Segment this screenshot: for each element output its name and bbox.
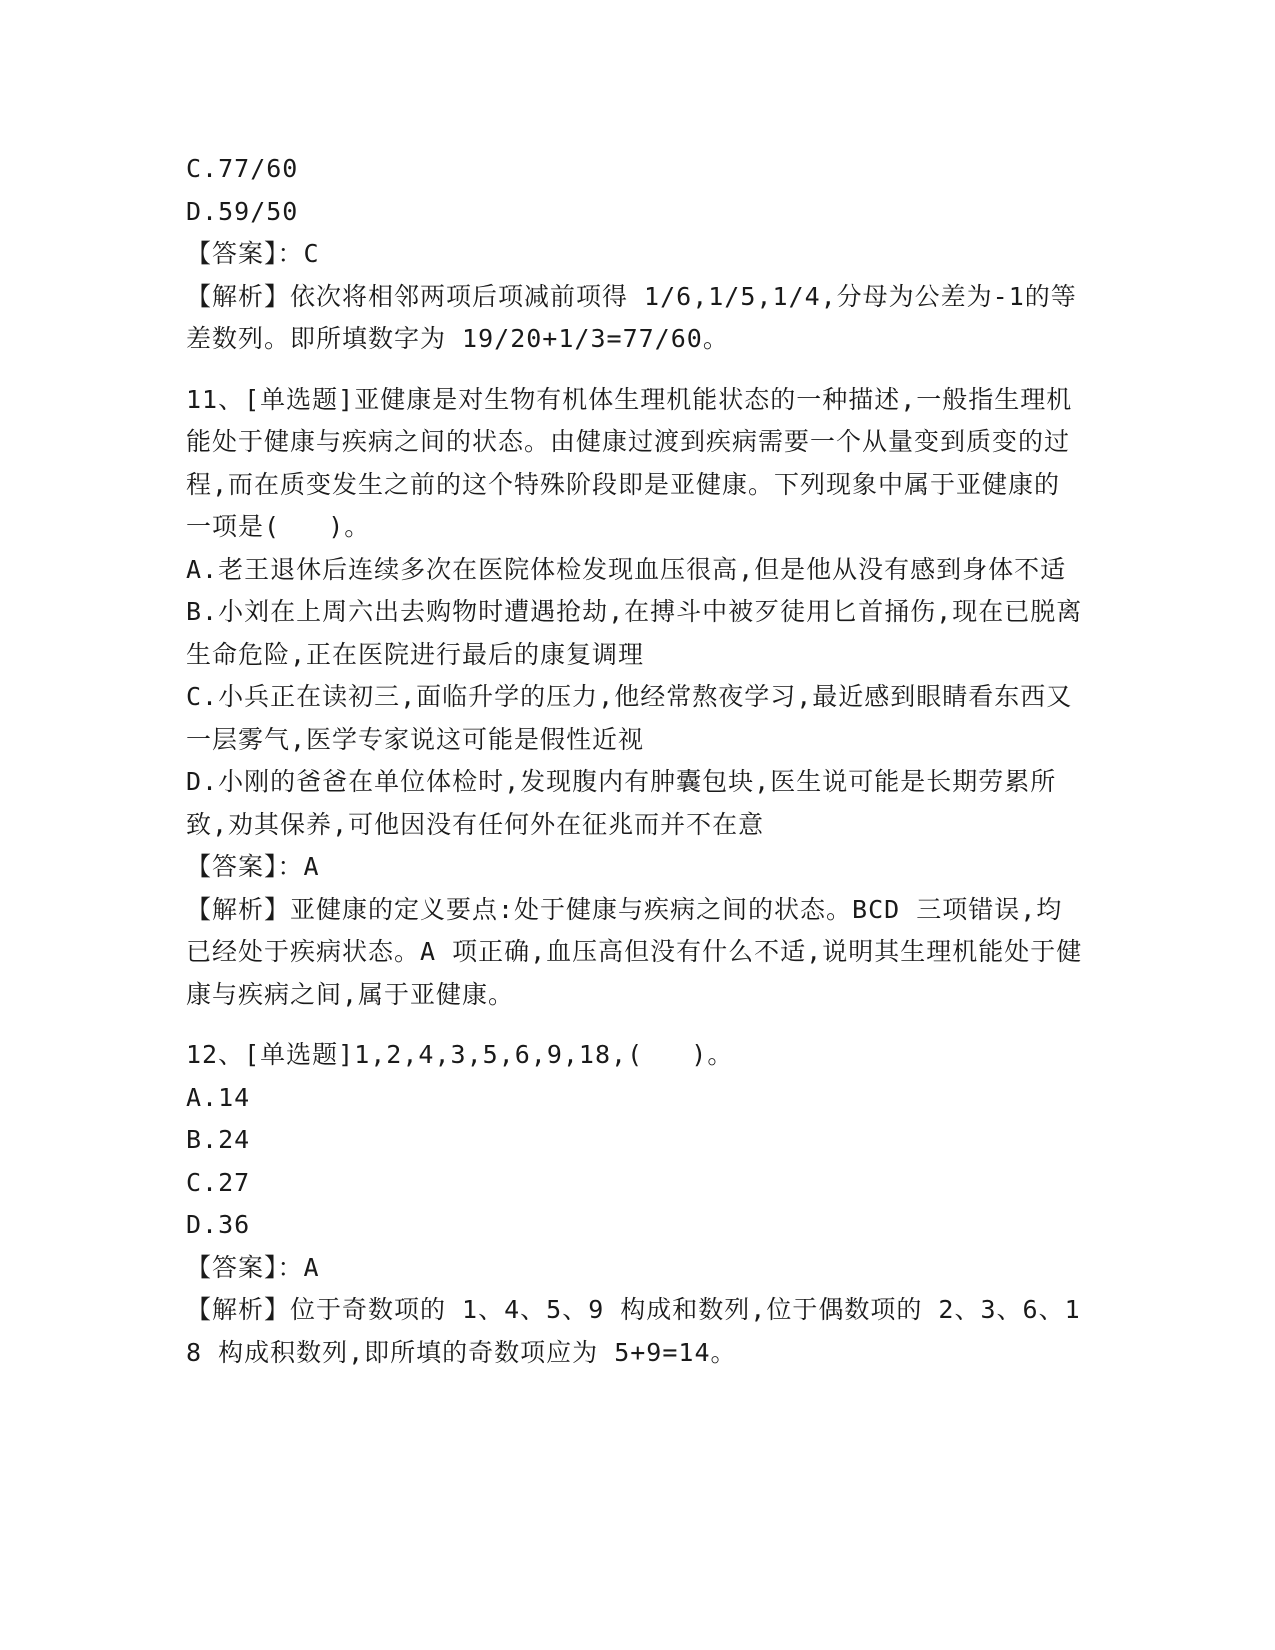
question-12 xyxy=(186,1034,1086,1374)
question-stem: 11、[单选题]亚健康是对生物有机体生理机能状态的一种描述,一般指生理机能处于健康与疾病之间的状态。由健康过渡到疾病需要一个从量变到质变的过程,而在质变发生之前的这个特殊阶段即是亚健康。下列现象中属于亚健康的一项是( )。 xyxy=(186,384,1073,541)
option-d: D.36 xyxy=(186,1210,251,1239)
analysis: 【解析】依次将相邻两项后项减前项得 1/6,1/5,1/4,分母为公差为-1的等差数列。即所填数字为 19/20+1/3=77/60。 xyxy=(186,281,1077,353)
answer: 【答案】：C xyxy=(186,239,320,268)
analysis: 【解析】位于奇数项的 1、4、5、9 构成和数列,位于偶数项的 2、3、6、18 构成积数列,即所填的奇数项应为 5+9=14。 xyxy=(186,1295,1081,1367)
analysis: 【解析】亚健康的定义要点:处于健康与疾病之间的状态。BCD 三项错误,均已经处于疾病状态。A 项正确,血压高但没有什么不适,说明其生理机能处于健康与疾病之间,属于亚健康。 xyxy=(186,894,1083,1009)
option-d: D.59/50 xyxy=(186,196,299,226)
option-b: B.24 xyxy=(186,1125,251,1154)
answer: 【答案】：A xyxy=(186,852,320,881)
answer: 【答案】：A xyxy=(186,1252,320,1282)
question-stem: 12、[单选题]1,2,4,3,5,6,9,18,( )。 xyxy=(186,1040,734,1069)
question-11 xyxy=(186,379,1086,1017)
option-c: C.小兵正在读初三,面临升学的压力,他经常熬夜学习,最近感到眼睛看东西又一层雾气,医学专家说这可能是假性近视 xyxy=(186,682,1073,754)
question-10-tail xyxy=(186,148,1086,361)
document-page xyxy=(186,148,1086,1374)
option-c: C.77/60 xyxy=(186,154,299,183)
option-a: A.老王退休后连续多次在医院体检发现血压很高,但是他从没有感到身体不适 xyxy=(186,554,1067,584)
option-b: B.小刘在上周六出去购物时遭遇抢劫,在搏斗中被歹徒用匕首捅伤,现在已脱离生命危险,正在医院进行最后的康复调理 xyxy=(186,597,1083,669)
option-d: D.小刚的爸爸在单位体检时,发现腹内有肿囊包块,医生说可能是长期劳累所致,劝其保养,可他因没有任何外在征兆而并不在意 xyxy=(186,767,1057,839)
option-a: A.14 xyxy=(186,1082,251,1112)
option-c: C.27 xyxy=(186,1167,251,1197)
